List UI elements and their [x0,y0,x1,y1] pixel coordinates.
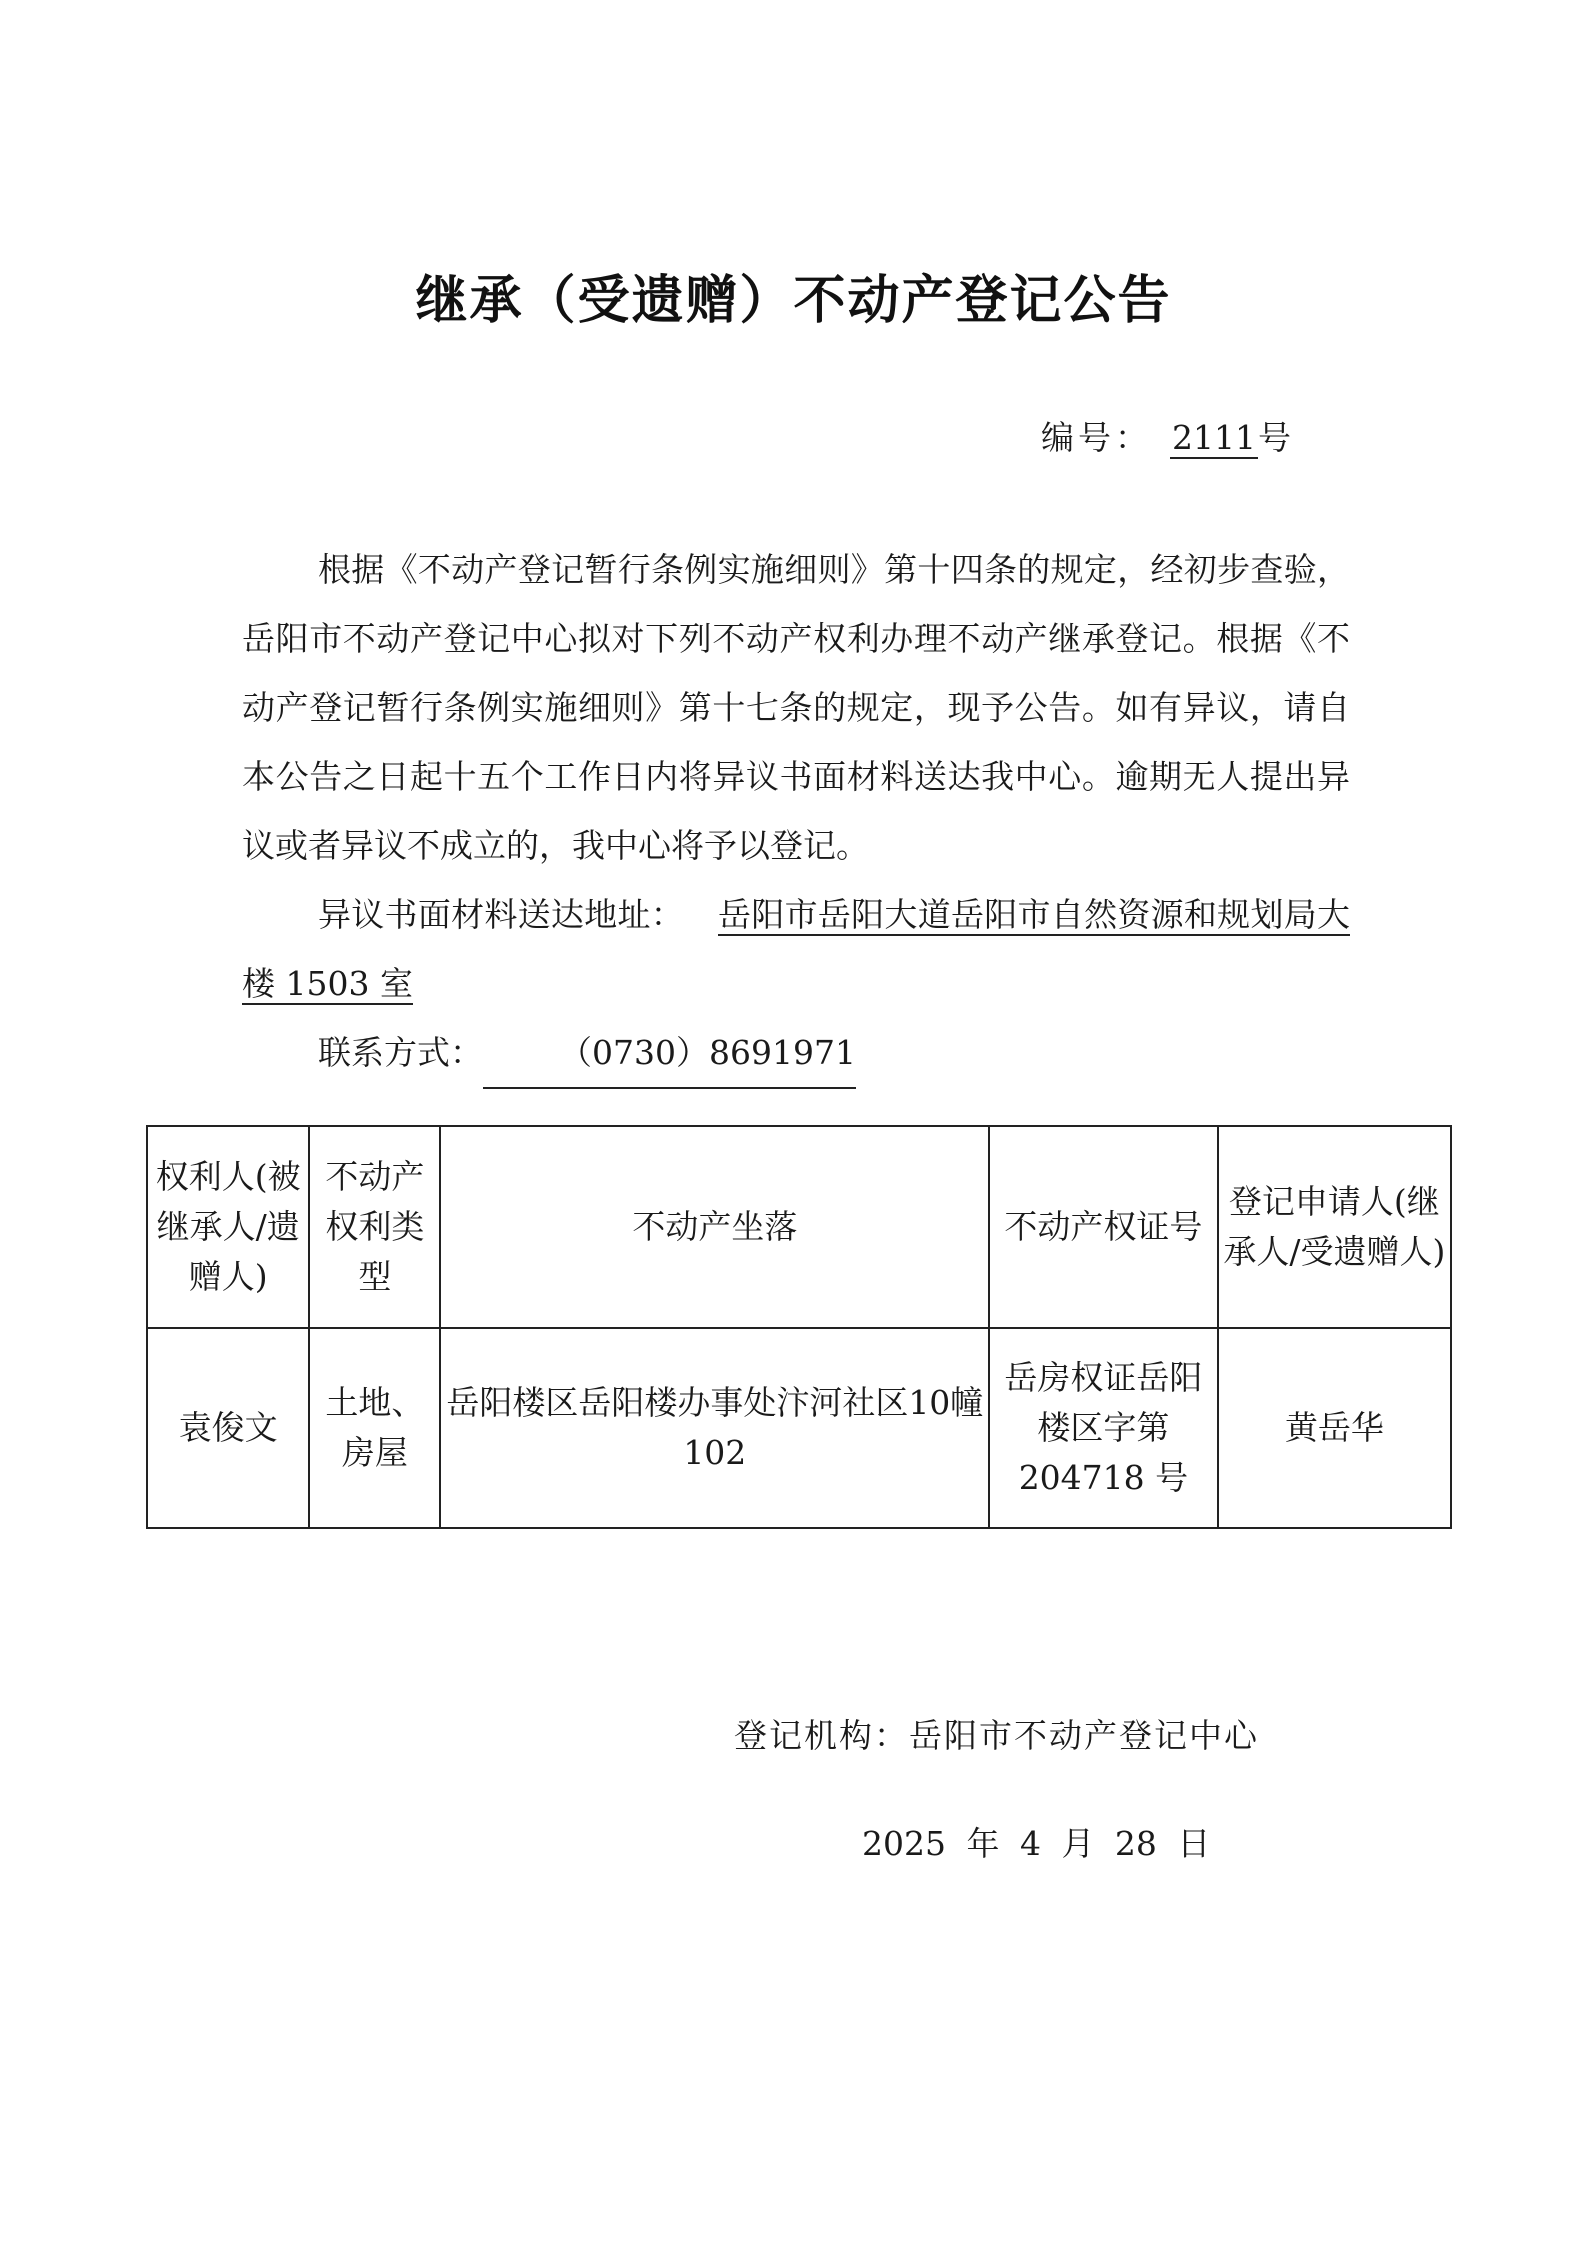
cell-owner: 袁俊文 [147,1328,309,1528]
objection-address [242,880,1350,1018]
cell-applicant: 黄岳华 [1218,1328,1451,1528]
table-row [147,1328,1451,1528]
page-title: 继承（受遗赠）不动产登记公告 [415,271,1172,331]
contact-info [242,1018,1350,1089]
registration-agency [734,1710,1259,1757]
cell-location: 岳阳楼区岳阳楼办事处汴河社区10幢102 [440,1328,989,1528]
header-owner: 权利人(被继承人/遗赠人) [147,1126,309,1328]
document-number-label: 编号： [1041,418,1153,457]
document-number-suffix: 号 [1258,418,1295,457]
objection-address-label: 异议书面材料送达地址： [318,895,685,934]
cell-right-type: 土地、房屋 [309,1328,440,1528]
contact-label: 联系方式： [318,1033,483,1072]
objection-address-value: 岳阳市岳阳大道岳阳市自然资源和规划局大楼 1503 室 [242,895,1351,1003]
document-number [1041,412,1295,459]
agency-label: 登记机构： [734,1716,909,1755]
table-header-row [147,1126,1451,1328]
header-applicant: 登记申请人(继承人/受遗赠人) [1218,1126,1451,1328]
header-certificate-no: 不动产权证号 [989,1126,1218,1328]
cell-certificate-no: 岳房权证岳阳楼区字第 204718 号 [989,1328,1218,1528]
document-number-value: 2111 [1172,418,1256,457]
contact-value: （0730）8691971 [483,1018,856,1089]
announcement-body [242,535,1350,1089]
announcement-paragraph: 根据《不动产登记暂行条例实施细则》第十四条的规定，经初步查验，岳阳市不动产登记中心拟对下列不动产权利办理不动产继承登记。根据《不动产登记暂行条例实施细则》第十七条的规定，现予公告。如有异议，请自本公告之日起十五个工作日内将异议书面材料送达我中心。逾期无人提出异议或者异议不成立的，我中心将予以登记。 [242,550,1350,865]
announcement-date: 2025 年 4 月 28 日 [862,1824,1211,1863]
property-table [146,1125,1452,1529]
agency-value: 岳阳市不动产登记中心 [909,1716,1259,1755]
header-location: 不动产坐落 [440,1126,989,1328]
header-right-type: 不动产权利类型 [309,1126,440,1328]
